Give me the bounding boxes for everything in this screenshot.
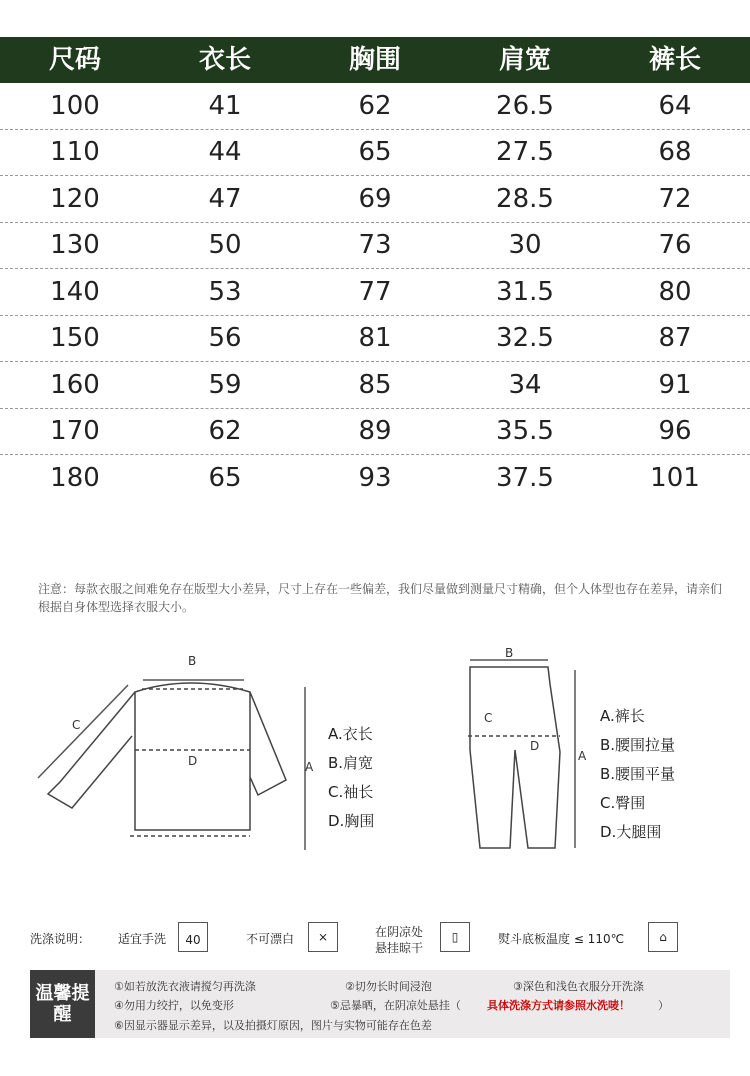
size-note: 注意：每款衣服之间难免存在版型大小差异，尺寸上存在一些偏差，我们尽量做到测量尺寸精确，但个人体型也存在差异，请亲们根据自身体型选择衣服大小。 xyxy=(38,582,723,614)
table-row xyxy=(0,176,750,223)
shirt-label-a: A xyxy=(305,760,314,774)
cell: 130 xyxy=(50,230,100,261)
legend-item: D.胸围 xyxy=(328,812,375,830)
cell: 31.5 xyxy=(496,276,554,307)
legend-item: C.臀围 xyxy=(600,794,646,812)
table-row xyxy=(0,83,750,130)
hang-dry-icon: ▯ xyxy=(440,922,470,952)
cell: 76 xyxy=(658,230,692,261)
pants-label-d: D xyxy=(530,739,540,753)
shirt-label-b: B xyxy=(188,654,197,668)
cell: 44 xyxy=(208,137,242,168)
no-bleach-icon: ⨯ xyxy=(308,922,338,952)
cell: 62 xyxy=(358,90,392,121)
cell: 73 xyxy=(358,230,392,261)
tip-3: ③深色和浅色衣服分开洗涤 xyxy=(513,980,644,993)
cell: 30 xyxy=(508,230,542,261)
cell: 56 xyxy=(208,323,242,354)
cell: 120 xyxy=(50,183,100,214)
tip-6: ⑥因显示器显示差异，以及拍摄灯原因，图片与实物可能存在色差 xyxy=(114,1019,432,1032)
tip-5-highlight: 具体洗涤方式请参照水洗唛！ xyxy=(487,999,630,1012)
tip-5-start: ⑤忌暴晒，在阴凉处悬挂（ xyxy=(330,999,461,1012)
size-table xyxy=(0,83,750,502)
header-shoulder: 肩宽 xyxy=(498,45,551,75)
table-row xyxy=(0,130,750,177)
cell: 32.5 xyxy=(496,323,554,354)
cell: 170 xyxy=(50,416,100,447)
cell: 110 xyxy=(50,137,100,168)
cell: 34 xyxy=(508,369,542,400)
legend-item: B.肩宽 xyxy=(328,754,374,772)
wash-title: 洗涤说明： xyxy=(30,932,91,946)
header-length: 衣长 xyxy=(198,45,251,75)
shirt-label-c: C xyxy=(72,718,81,732)
table-row xyxy=(0,455,750,502)
table-row xyxy=(0,269,750,316)
cell: 37.5 xyxy=(496,463,554,494)
cell: 89 xyxy=(358,416,392,447)
cell: 80 xyxy=(658,276,692,307)
pants-label-a: A xyxy=(578,749,587,763)
cell: 180 xyxy=(50,463,100,494)
legend-item: A.裤长 xyxy=(600,707,645,725)
cell: 93 xyxy=(358,463,392,494)
table-row xyxy=(0,409,750,456)
cell: 68 xyxy=(658,137,692,168)
cell: 91 xyxy=(658,369,692,400)
cell: 62 xyxy=(208,416,242,447)
table-row xyxy=(0,362,750,409)
table-row xyxy=(0,223,750,270)
tip-5-end: ） xyxy=(658,999,669,1012)
pants-legend xyxy=(600,702,675,847)
cell: 101 xyxy=(650,463,700,494)
legend-item: B.腰围拉量 xyxy=(600,736,676,754)
cell: 65 xyxy=(208,463,242,494)
handwash-icon-text: 40 xyxy=(185,933,201,947)
shirt-label-d: D xyxy=(188,754,198,768)
header-chest: 胸围 xyxy=(348,45,401,75)
header-pants-length: 裤长 xyxy=(648,45,701,75)
cell: 85 xyxy=(358,369,392,400)
shirt-legend xyxy=(328,720,374,836)
wash-shade-1: 在阴凉处 xyxy=(375,925,424,939)
pants-label-b: B xyxy=(505,646,514,660)
legend-item: D.大腿围 xyxy=(600,823,662,841)
legend-item: B.腰围平量 xyxy=(600,765,676,783)
cell: 47 xyxy=(208,183,242,214)
tip-2: ②切勿长时间浸泡 xyxy=(345,980,432,993)
legend-item: A.衣长 xyxy=(328,725,373,743)
cell: 28.5 xyxy=(496,183,554,214)
pants-label-c: C xyxy=(484,711,493,725)
wash-no-bleach: 不可漂白 xyxy=(246,932,295,946)
cell: 96 xyxy=(658,416,692,447)
cell: 27.5 xyxy=(496,137,554,168)
wash-instructions xyxy=(30,920,730,960)
cell: 69 xyxy=(358,183,392,214)
table-row xyxy=(0,316,750,363)
cell: 53 xyxy=(208,276,242,307)
warm-tips xyxy=(30,970,730,1038)
cell: 77 xyxy=(358,276,392,307)
shirt-outline-icon xyxy=(48,683,286,830)
cell: 160 xyxy=(50,369,100,400)
cell: 59 xyxy=(208,369,242,400)
cell: 26.5 xyxy=(496,90,554,121)
cell: 81 xyxy=(358,323,392,354)
measurement-diagrams xyxy=(0,632,750,882)
cell: 65 xyxy=(358,137,392,168)
cell: 72 xyxy=(658,183,692,214)
cell: 50 xyxy=(208,230,242,261)
cell: 87 xyxy=(658,323,692,354)
pants-outline-icon xyxy=(470,667,560,848)
iron-icon: ⌂ xyxy=(648,922,678,952)
cell: 64 xyxy=(658,90,692,121)
cell: 100 xyxy=(50,90,100,121)
cell: 150 xyxy=(50,323,100,354)
cell: 140 xyxy=(50,276,100,307)
tips-title: 温馨提醒 xyxy=(30,970,95,1038)
header-size: 尺码 xyxy=(48,45,101,75)
legend-item: C.袖长 xyxy=(328,783,374,801)
wash-iron: 熨斗底板温度 ≤ 110℃ xyxy=(498,932,625,946)
wash-shade-2: 悬挂晾干 xyxy=(375,941,424,955)
cell: 41 xyxy=(208,90,242,121)
tip-4: ④勿用力绞拧，以免变形 xyxy=(114,999,234,1012)
handwash-icon xyxy=(178,922,208,952)
table-header xyxy=(0,37,750,83)
tip-1: ①如若放洗衣液请搅匀再洗涤 xyxy=(114,980,256,993)
cell: 35.5 xyxy=(496,416,554,447)
wash-handwash: 适宜手洗 xyxy=(118,932,167,946)
